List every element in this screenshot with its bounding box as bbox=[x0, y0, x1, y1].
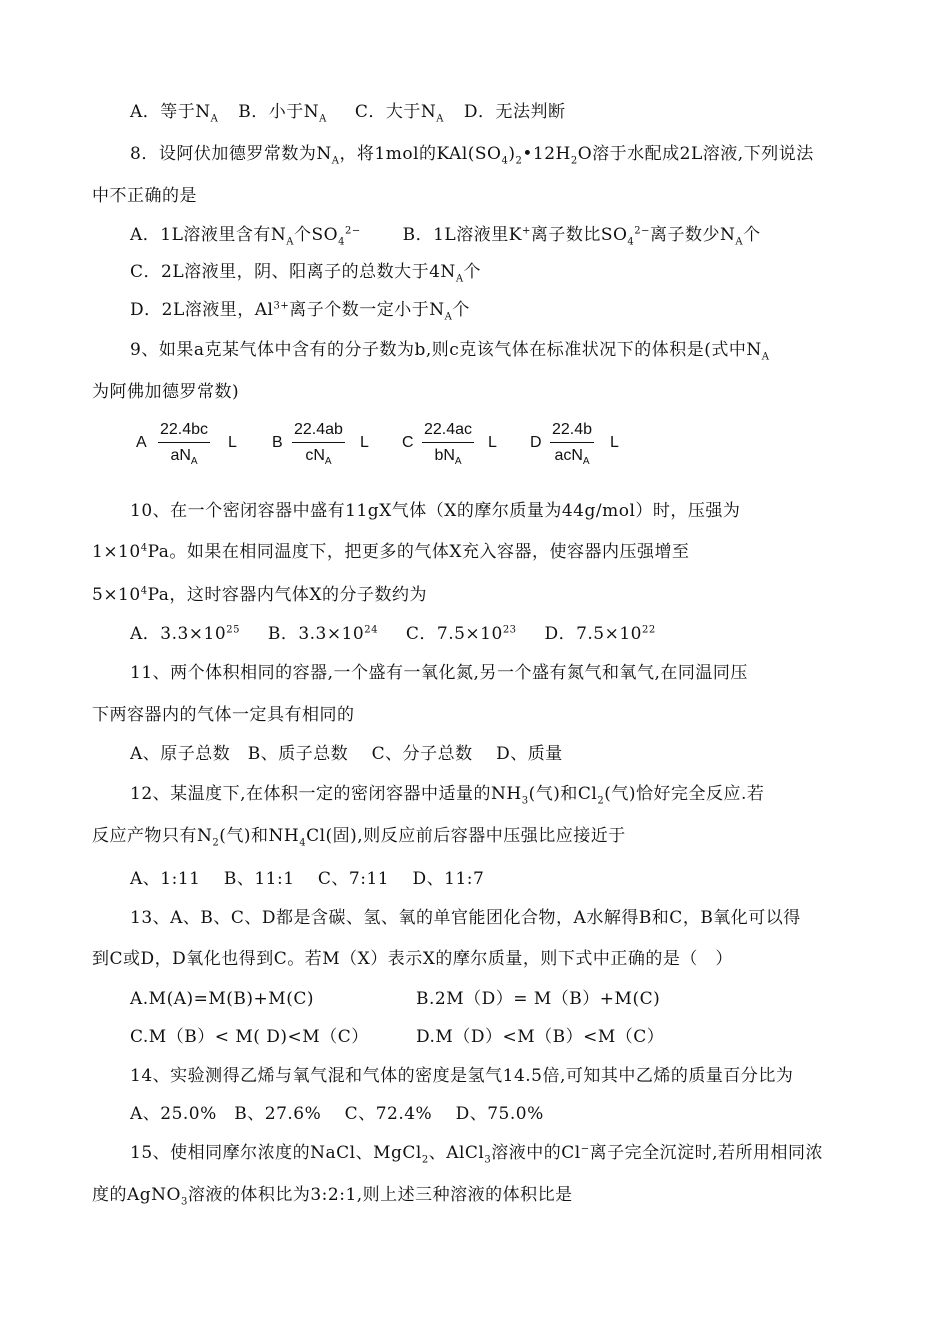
subscript: 2 bbox=[212, 837, 220, 849]
subscript: A bbox=[444, 311, 453, 323]
option-letter: D bbox=[530, 434, 542, 451]
subscript: A bbox=[286, 236, 294, 248]
q7-option-b: B．小于N bbox=[238, 102, 320, 122]
subscript: A bbox=[324, 456, 332, 468]
q13-option-a: A.M(A)=M(B)+M(C) bbox=[130, 989, 314, 1009]
option-letter: C bbox=[402, 434, 414, 451]
q13-option-b: B.2M（D）= M（B）+M(C) bbox=[416, 989, 661, 1009]
superscript: + bbox=[521, 225, 531, 237]
superscript: 23 bbox=[502, 624, 517, 636]
q10-option-a: A．3.3×10 bbox=[130, 624, 227, 644]
superscript: − bbox=[580, 1143, 590, 1155]
text: (气)和Cl bbox=[528, 784, 598, 804]
text: ) bbox=[508, 144, 516, 164]
superscript: 25 bbox=[226, 624, 240, 636]
subscript: 2 bbox=[597, 795, 605, 807]
text: 溶液中的Cl bbox=[491, 1143, 581, 1163]
subscript: 3 bbox=[521, 795, 529, 807]
numerator: 22.4bc bbox=[158, 418, 210, 443]
q12-options: A、1:11 B、11:1 C、7:11 D、11:7 bbox=[130, 869, 485, 889]
text: 5×10 bbox=[92, 585, 141, 605]
text: D．2L溶液里，Al bbox=[130, 300, 274, 320]
superscript: 2− bbox=[344, 225, 361, 237]
q10-stem-line1: 10、在一个密闭容器中盛有11gX气体（X的摩尔质量为44g/mol）时，压强为 bbox=[130, 501, 741, 521]
denominator-text: acN bbox=[554, 447, 583, 464]
q8-options-ab bbox=[130, 224, 761, 246]
q7-option-d: D．无法判断 bbox=[463, 102, 566, 122]
q9-stem-line2: 为阿佛加德罗常数) bbox=[92, 382, 240, 402]
text: (气)和NH bbox=[219, 826, 300, 846]
subscript: 3 bbox=[484, 1154, 492, 1166]
text: Pa，这时容器内气体X的分子数约为 bbox=[147, 585, 427, 605]
text: 1×10 bbox=[92, 542, 141, 562]
q8-option-d bbox=[130, 299, 470, 321]
q10-options bbox=[130, 623, 656, 645]
subscript: 2 bbox=[570, 155, 578, 167]
subscript: A bbox=[761, 351, 770, 363]
q8-stem-line1 bbox=[130, 143, 814, 165]
denominator bbox=[158, 443, 210, 469]
superscript: 4 bbox=[140, 542, 148, 554]
q10-option-d: D．7.5×10 bbox=[544, 624, 642, 644]
superscript: 22 bbox=[642, 624, 656, 636]
q13-stem-line2: 到C或D，D氧化也得到C。若M（X）表示X的摩尔质量，则下式中正确的是（ ） bbox=[92, 949, 733, 969]
text: 、AlCl bbox=[428, 1143, 485, 1163]
denominator-text: bN bbox=[434, 447, 455, 464]
q12-stem-line2 bbox=[92, 825, 626, 847]
numerator: 22.4ac bbox=[422, 418, 474, 443]
numerator: 22.4b bbox=[550, 418, 594, 443]
fraction bbox=[158, 418, 210, 469]
fraction bbox=[292, 418, 345, 469]
subscript: A bbox=[319, 113, 327, 125]
subscript: A bbox=[455, 273, 464, 285]
text: 个 bbox=[743, 225, 761, 245]
text: O溶于水配成2L溶液,下列说法 bbox=[577, 144, 814, 164]
q7-option-a: A．等于N bbox=[130, 102, 211, 122]
subscript: 2 bbox=[421, 1154, 429, 1166]
q10-option-c: C．7.5×10 bbox=[405, 624, 503, 644]
q8-option-c bbox=[130, 261, 481, 283]
unit: L bbox=[488, 434, 497, 451]
q12-stem-line1 bbox=[130, 783, 764, 805]
text: 溶液的体积比为3:2:1,则上述三种溶液的体积比是 bbox=[187, 1185, 573, 1205]
denominator-text: cN bbox=[305, 447, 325, 464]
text: 15、使相同摩尔浓度的NaCl、MgCl bbox=[130, 1143, 422, 1163]
text: C．2L溶液里，阴、阳离子的总数大于4N bbox=[130, 262, 456, 282]
q8-option-a: A．1L溶液里含有N bbox=[130, 225, 287, 245]
q9-formula-options bbox=[130, 418, 630, 474]
unit: L bbox=[228, 434, 237, 451]
q8-option-b: B．1L溶液里K bbox=[402, 225, 522, 245]
denominator bbox=[292, 443, 345, 469]
subscript: 4 bbox=[501, 155, 509, 167]
subscript: A bbox=[582, 456, 590, 468]
superscript: 3+ bbox=[273, 300, 290, 312]
subscript: A bbox=[210, 113, 219, 125]
q10-stem-line3 bbox=[92, 584, 427, 606]
q10-option-b: B．3.3×10 bbox=[267, 624, 365, 644]
denominator bbox=[422, 443, 474, 469]
q10-stem-line2 bbox=[92, 541, 690, 563]
q15-stem-line1 bbox=[130, 1142, 823, 1164]
denominator bbox=[550, 443, 594, 469]
text: 8．设阿伏加德罗常数为N bbox=[130, 144, 332, 164]
text: 度的AgNO bbox=[92, 1185, 181, 1205]
subscript: A bbox=[331, 155, 340, 167]
q9-stem-line1 bbox=[130, 339, 770, 361]
text: 9、如果a克某气体中含有的分子数为b,则c克该气体在标准状况下的体积是(式中N bbox=[130, 340, 762, 360]
text: Cl(固),则反应前后容器中压强比应接近于 bbox=[306, 826, 626, 846]
subscript: 2 bbox=[515, 155, 523, 167]
q13-option-d: D.M（D）<M（B）<M（C） bbox=[416, 1027, 665, 1047]
subscript: A bbox=[190, 456, 198, 468]
q11-stem-line2: 下两容器内的气体一定具有相同的 bbox=[92, 705, 355, 725]
subscript: 4 bbox=[338, 236, 345, 248]
text: 个SO bbox=[294, 225, 339, 245]
unit: L bbox=[360, 434, 369, 451]
fraction bbox=[550, 418, 594, 469]
text: 离子数少N bbox=[650, 225, 736, 245]
denominator-text: aN bbox=[170, 447, 191, 464]
q11-stem-line1: 11、两个体积相同的容器,一个盛有一氧化氮,另一个盛有氮气和氧气,在同温同压 bbox=[130, 663, 748, 683]
fraction bbox=[422, 418, 474, 469]
q14-options: A、25.0% B、27.6% C、72.4% D、75.0% bbox=[130, 1104, 544, 1124]
text: 离子完全沉淀时,若所用相同浓 bbox=[589, 1143, 823, 1163]
subscript: A bbox=[436, 113, 444, 125]
text: 离子个数一定小于N bbox=[289, 300, 445, 320]
q7-option-c: C．大于N bbox=[354, 102, 437, 122]
superscript: 2− bbox=[634, 225, 651, 237]
superscript: 4 bbox=[140, 585, 148, 597]
text: 个 bbox=[452, 300, 470, 320]
text: ，将1mol的KAl(SO bbox=[339, 144, 502, 164]
q8-stem-line2: 中不正确的是 bbox=[92, 186, 197, 206]
q15-stem-line2 bbox=[92, 1184, 573, 1206]
subscript: A bbox=[735, 236, 744, 248]
subscript: 4 bbox=[627, 236, 635, 248]
numerator: 22.4ab bbox=[292, 418, 345, 443]
text: 12、某温度下,在体积一定的密闭容器中适量的NH bbox=[130, 784, 522, 804]
q13-stem-line1: 13、A、B、C、D都是含碳、氢、氧的单官能团化合物，A水解得B和C，B氧化可以得 bbox=[130, 908, 801, 928]
q11-options: A、原子总数 B、质子总数 C、分子总数 D、质量 bbox=[130, 744, 563, 764]
text: 个 bbox=[463, 262, 482, 282]
text: (气)恰好完全反应.若 bbox=[604, 784, 765, 804]
subscript: 3 bbox=[180, 1196, 188, 1208]
subscript: 4 bbox=[299, 837, 307, 849]
unit: L bbox=[610, 434, 619, 451]
q7-options bbox=[130, 101, 565, 123]
text: 反应产物只有N bbox=[92, 826, 213, 846]
text: Pa。如果在相同温度下，把更多的气体X充入容器，使容器内压强增至 bbox=[147, 542, 690, 562]
subscript: A bbox=[454, 456, 462, 468]
option-letter: B bbox=[272, 434, 283, 451]
option-letter: A bbox=[136, 434, 147, 451]
q13-option-c: C.M（B）< M( D)<M（C） bbox=[130, 1027, 369, 1047]
superscript: 24 bbox=[364, 624, 378, 636]
q14-stem: 14、实验测得乙烯与氧气混和气体的密度是氢气14.5倍,可知其中乙烯的质量百分比为 bbox=[130, 1066, 794, 1086]
text: •12H bbox=[522, 144, 571, 164]
text: 离子数比SO bbox=[530, 225, 628, 245]
